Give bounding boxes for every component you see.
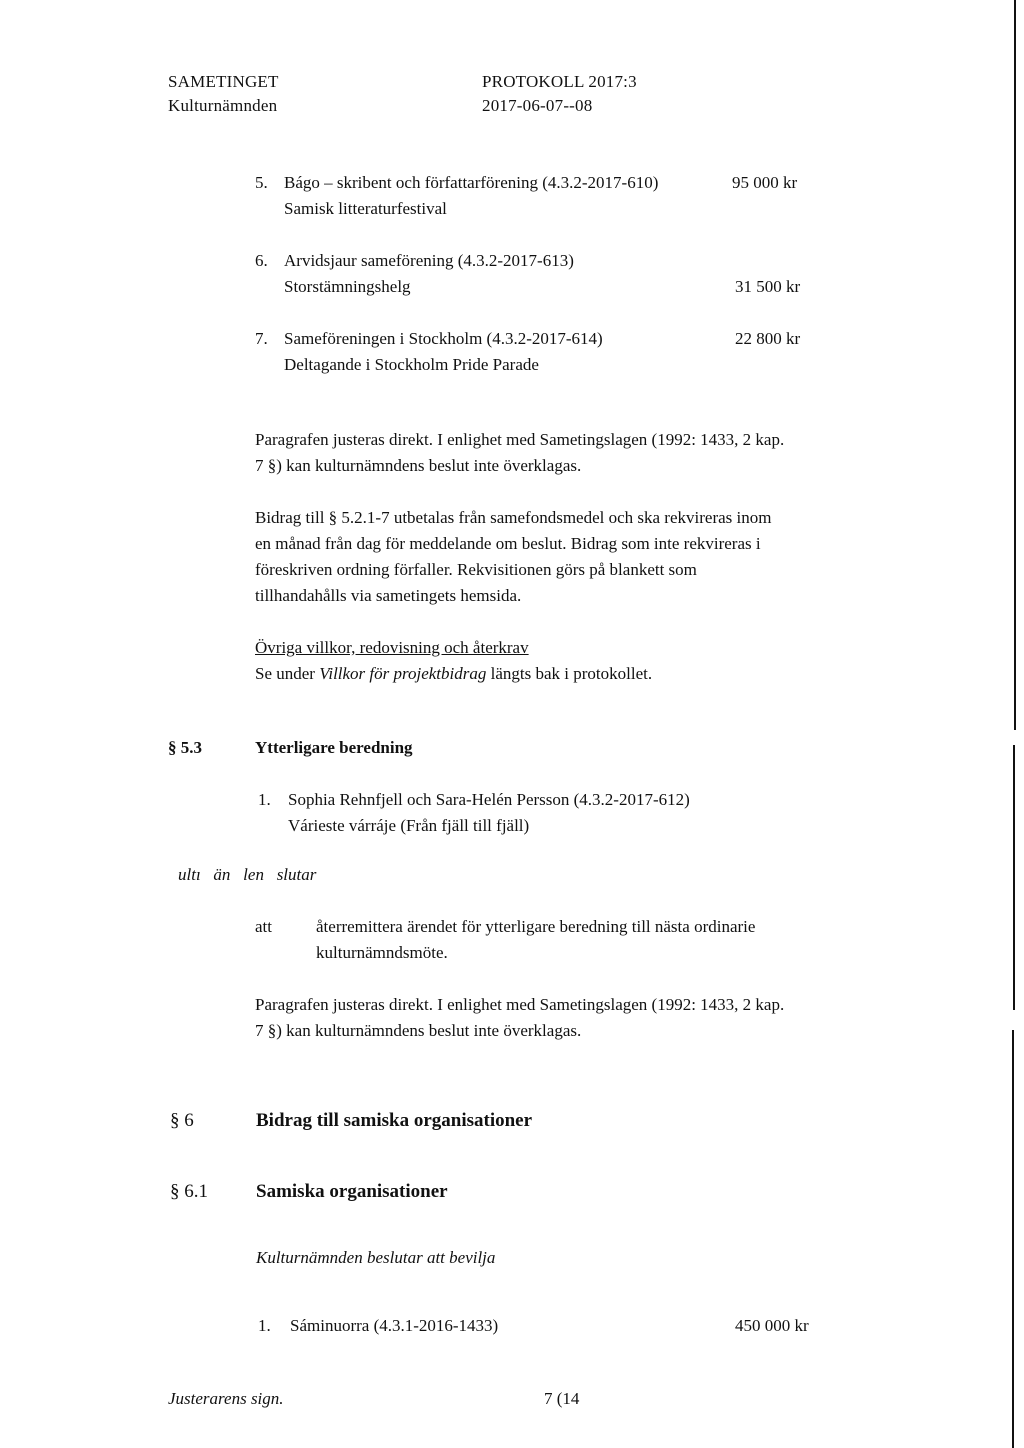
decision-text: Kulturnämnden beslutar att bevilja — [256, 1248, 496, 1267]
section-title: Ytterligare beredning — [255, 738, 413, 757]
header-org: SAMETINGET — [168, 72, 279, 91]
header-protocol: PROTOKOLL 2017:3 — [482, 72, 637, 91]
list-item-num: 1. — [258, 790, 271, 809]
decision-fragment: ultı än len slutar — [178, 865, 317, 884]
list-item-amount: 95 000 kr — [732, 173, 798, 192]
list-item-num: 5. — [255, 173, 268, 192]
list-item-title: Sameföreningen i Stockholm (4.3.2-2017-614) — [284, 329, 603, 348]
section-number: § 6.1 — [170, 1181, 208, 1202]
paragraph-line: en månad från dag för meddelande om beslut. Bidrag som inte rekvireras i — [255, 534, 761, 553]
conditions-heading: Övriga villkor, redovisning och återkrav — [255, 638, 529, 657]
list-item-num: 7. — [255, 329, 268, 348]
list-item-subtitle: Storstämningshelg — [284, 277, 411, 296]
paragraph-line: föreskriven ordning förfaller. Rekvisitionen görs på blankett som — [255, 560, 697, 579]
conditions-text — [255, 661, 652, 687]
paragraph-line: 7 §) kan kulturnämndens beslut inte överklagas. — [255, 1021, 582, 1040]
section-number: § 5.3 — [168, 738, 202, 757]
list-item-num: 6. — [255, 251, 268, 270]
conditions-pre: Se under — [255, 664, 320, 683]
paragraph-line: tillhandahålls via sametingets hemsida. — [255, 586, 522, 605]
list-item-num: 1. — [258, 1316, 271, 1335]
list-item-title: Sáminuorra (4.3.1-2016-1433) — [290, 1316, 499, 1335]
list-item-subtitle: Samisk litteraturfestival — [284, 199, 447, 218]
att-line: kulturnämndsmöte. — [316, 943, 448, 962]
att-label: att — [255, 917, 272, 936]
list-item-amount: 31 500 kr — [735, 277, 801, 296]
header-committee: Kulturnämnden — [168, 96, 278, 115]
att-line: återremittera ärendet för ytterligare beredning till nästa ordinarie — [316, 917, 756, 936]
header-date: 2017-06-07--08 — [482, 96, 593, 115]
conditions-ref: Villkor för projektbidrag — [319, 664, 487, 683]
list-item-title: Bágo – skribent och författarförening (4.3.2-2017-610) — [284, 173, 659, 192]
margin-line-bottom — [1012, 1030, 1014, 1448]
conditions-post: längts bak i protokollet. — [486, 664, 653, 683]
section-number: § 6 — [170, 1110, 194, 1131]
list-item-subtitle: Várieste várráje (Från fjäll till fjäll) — [288, 816, 530, 835]
margin-line-top — [1014, 0, 1016, 730]
paragraph-line: Paragrafen justeras direkt. I enlighet med Sametingslagen (1992: 1433, 2 kap. — [255, 430, 785, 449]
paragraph-line: Bidrag till § 5.2.1-7 utbetalas från samefondsmedel och ska rekvireras inom — [255, 508, 772, 527]
paragraph-line: Paragrafen justeras direkt. I enlighet med Sametingslagen (1992: 1433, 2 kap. — [255, 995, 785, 1014]
footer-page: 7 (14 — [544, 1389, 580, 1408]
list-item-subtitle: Deltagande i Stockholm Pride Parade — [284, 355, 539, 374]
list-item-amount: 22 800 kr — [735, 329, 801, 348]
list-item-title: Sophia Rehnfjell och Sara-Helén Persson (4.3.2-2017-612) — [288, 790, 690, 809]
list-item-title: Arvidsjaur sameförening (4.3.2-2017-613) — [284, 251, 574, 270]
section-title: Bidrag till samiska organisationer — [256, 1110, 533, 1131]
section-title: Samiska organisationer — [256, 1181, 448, 1202]
margin-line-mid — [1013, 745, 1015, 1010]
paragraph-line: 7 §) kan kulturnämndens beslut inte överklagas. — [255, 456, 582, 475]
footer-sign: Justerarens sign. — [168, 1389, 284, 1408]
list-item-amount: 450 000 kr — [735, 1316, 809, 1335]
